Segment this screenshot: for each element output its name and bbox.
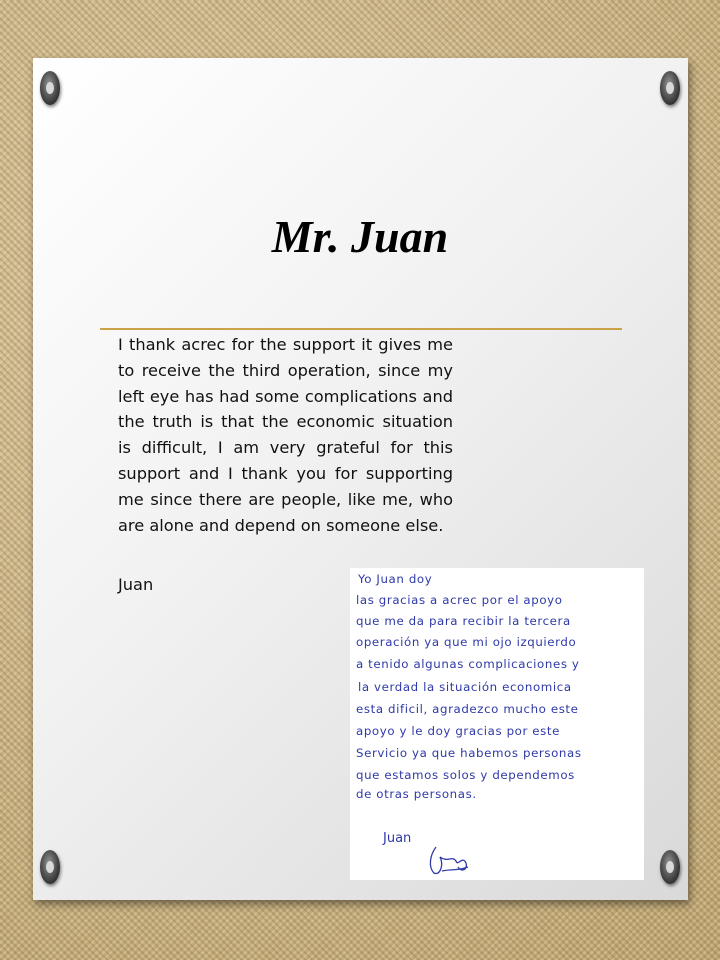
note-line: Servicio ya que habemos personas [356, 746, 582, 760]
note-line: esta dificil, agradezco mucho este [356, 702, 579, 716]
divider [100, 328, 622, 330]
note-line: apoyo y le doy gracias por este [356, 724, 560, 738]
testimonial-text: I thank acrec for the support it gives me to receive the third operation, since my left eye has had some complications and the truth is that the economic situation is difficult, I am very grateful for this support and I thank you for supporting me since there are people, like me, who are alone and depend on someone else. [118, 335, 453, 535]
pin-icon [40, 71, 60, 105]
note-line: a tenido algunas complicaciones y [356, 657, 580, 671]
note-signature: Juan [383, 831, 412, 846]
page-title: Mr. Juan [271, 211, 449, 262]
note-line: las gracias a acrec por el apoyo [356, 593, 563, 607]
handwritten-note [350, 568, 644, 880]
note-line: Yo Juan doy [358, 572, 433, 586]
note-line: la verdad la situación economica [358, 680, 572, 694]
pin-icon [660, 850, 680, 884]
note-line: operación ya que mi ojo izquierdo [356, 635, 577, 649]
signature-scribble-icon [422, 845, 472, 877]
note-line: de otras personas. [356, 787, 477, 801]
pin-icon [660, 71, 680, 105]
note-line: que me da para recibir la tercera [356, 614, 571, 628]
note-line: que estamos solos y dependemos [356, 768, 575, 782]
pin-icon [40, 850, 60, 884]
signature-name: Juan [118, 575, 154, 594]
